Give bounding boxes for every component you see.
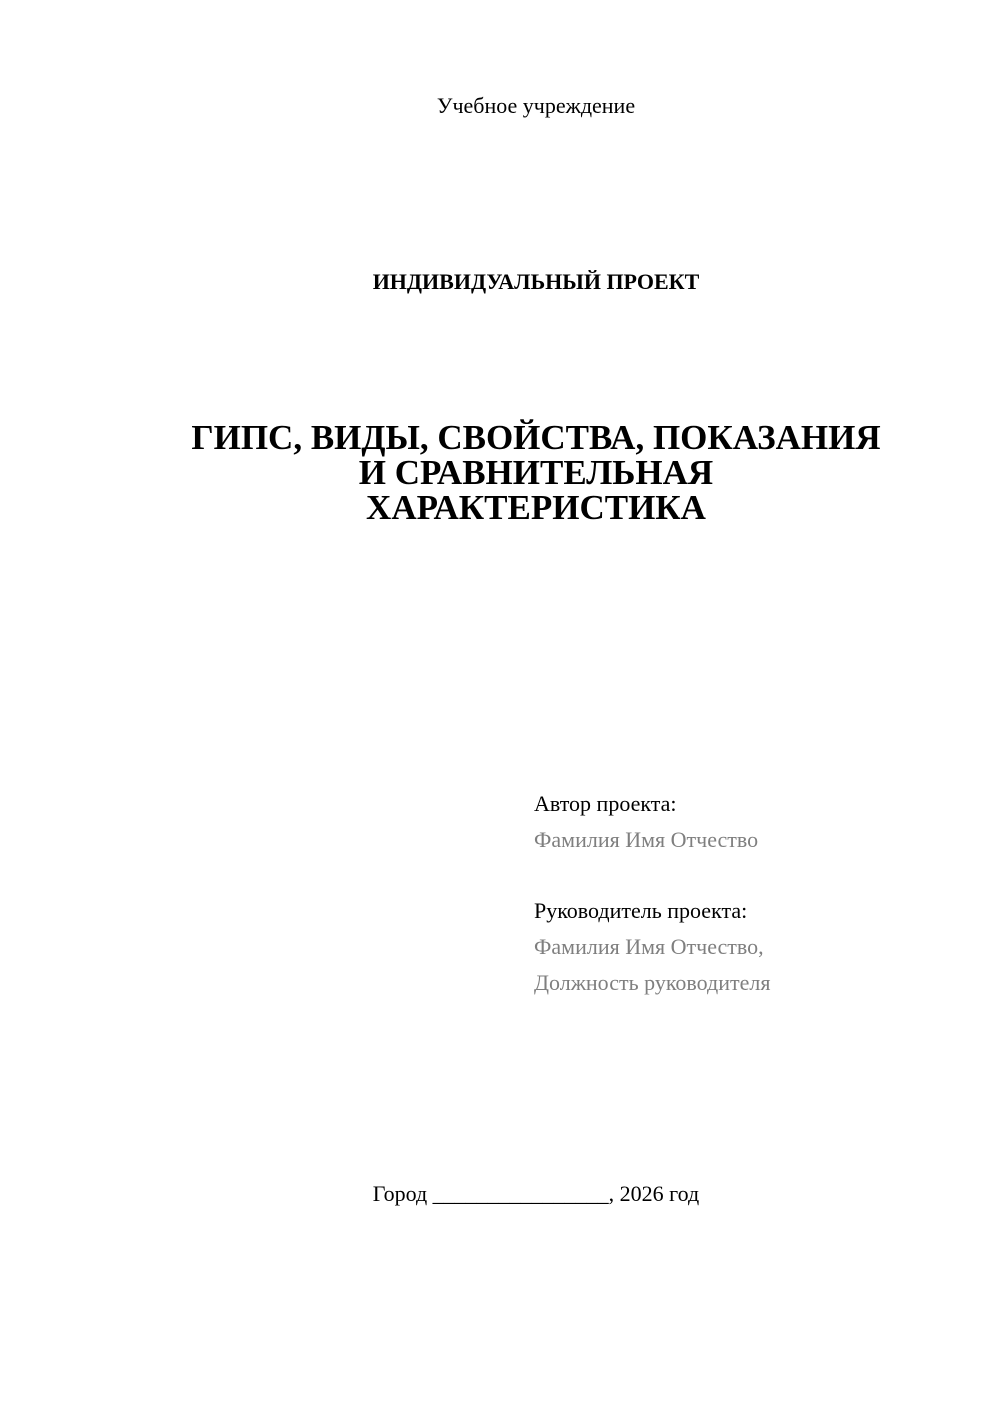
- supervisor-name: Фамилия Имя Отчество,: [534, 934, 764, 959]
- title-line-2: И СРАВНИТЕЛЬНАЯ: [358, 453, 714, 492]
- author-name: Фамилия Имя Отчество: [534, 827, 759, 852]
- supervisor-block: [534, 893, 770, 1001]
- title-line-3: ХАРАКТЕРИСТИКА: [366, 488, 706, 527]
- supervisor-position: Должность руководителя: [534, 970, 771, 995]
- institution-name: Учебное учреждение: [436, 93, 636, 118]
- project-title: [100, 420, 972, 525]
- city-year-line: Город ________________, 2026 год: [372, 1181, 700, 1206]
- author-label: Автор проекта:: [534, 791, 677, 816]
- document-type: ИНДИВИДУАЛЬНЫЙ ПРОЕКТ: [372, 269, 700, 294]
- title-line-1: ГИПС, ВИДЫ, СВОЙСТВА, ПОКАЗАНИЯ: [191, 418, 881, 457]
- supervisor-label: Руководитель проекта:: [534, 898, 748, 923]
- author-block: [534, 786, 758, 858]
